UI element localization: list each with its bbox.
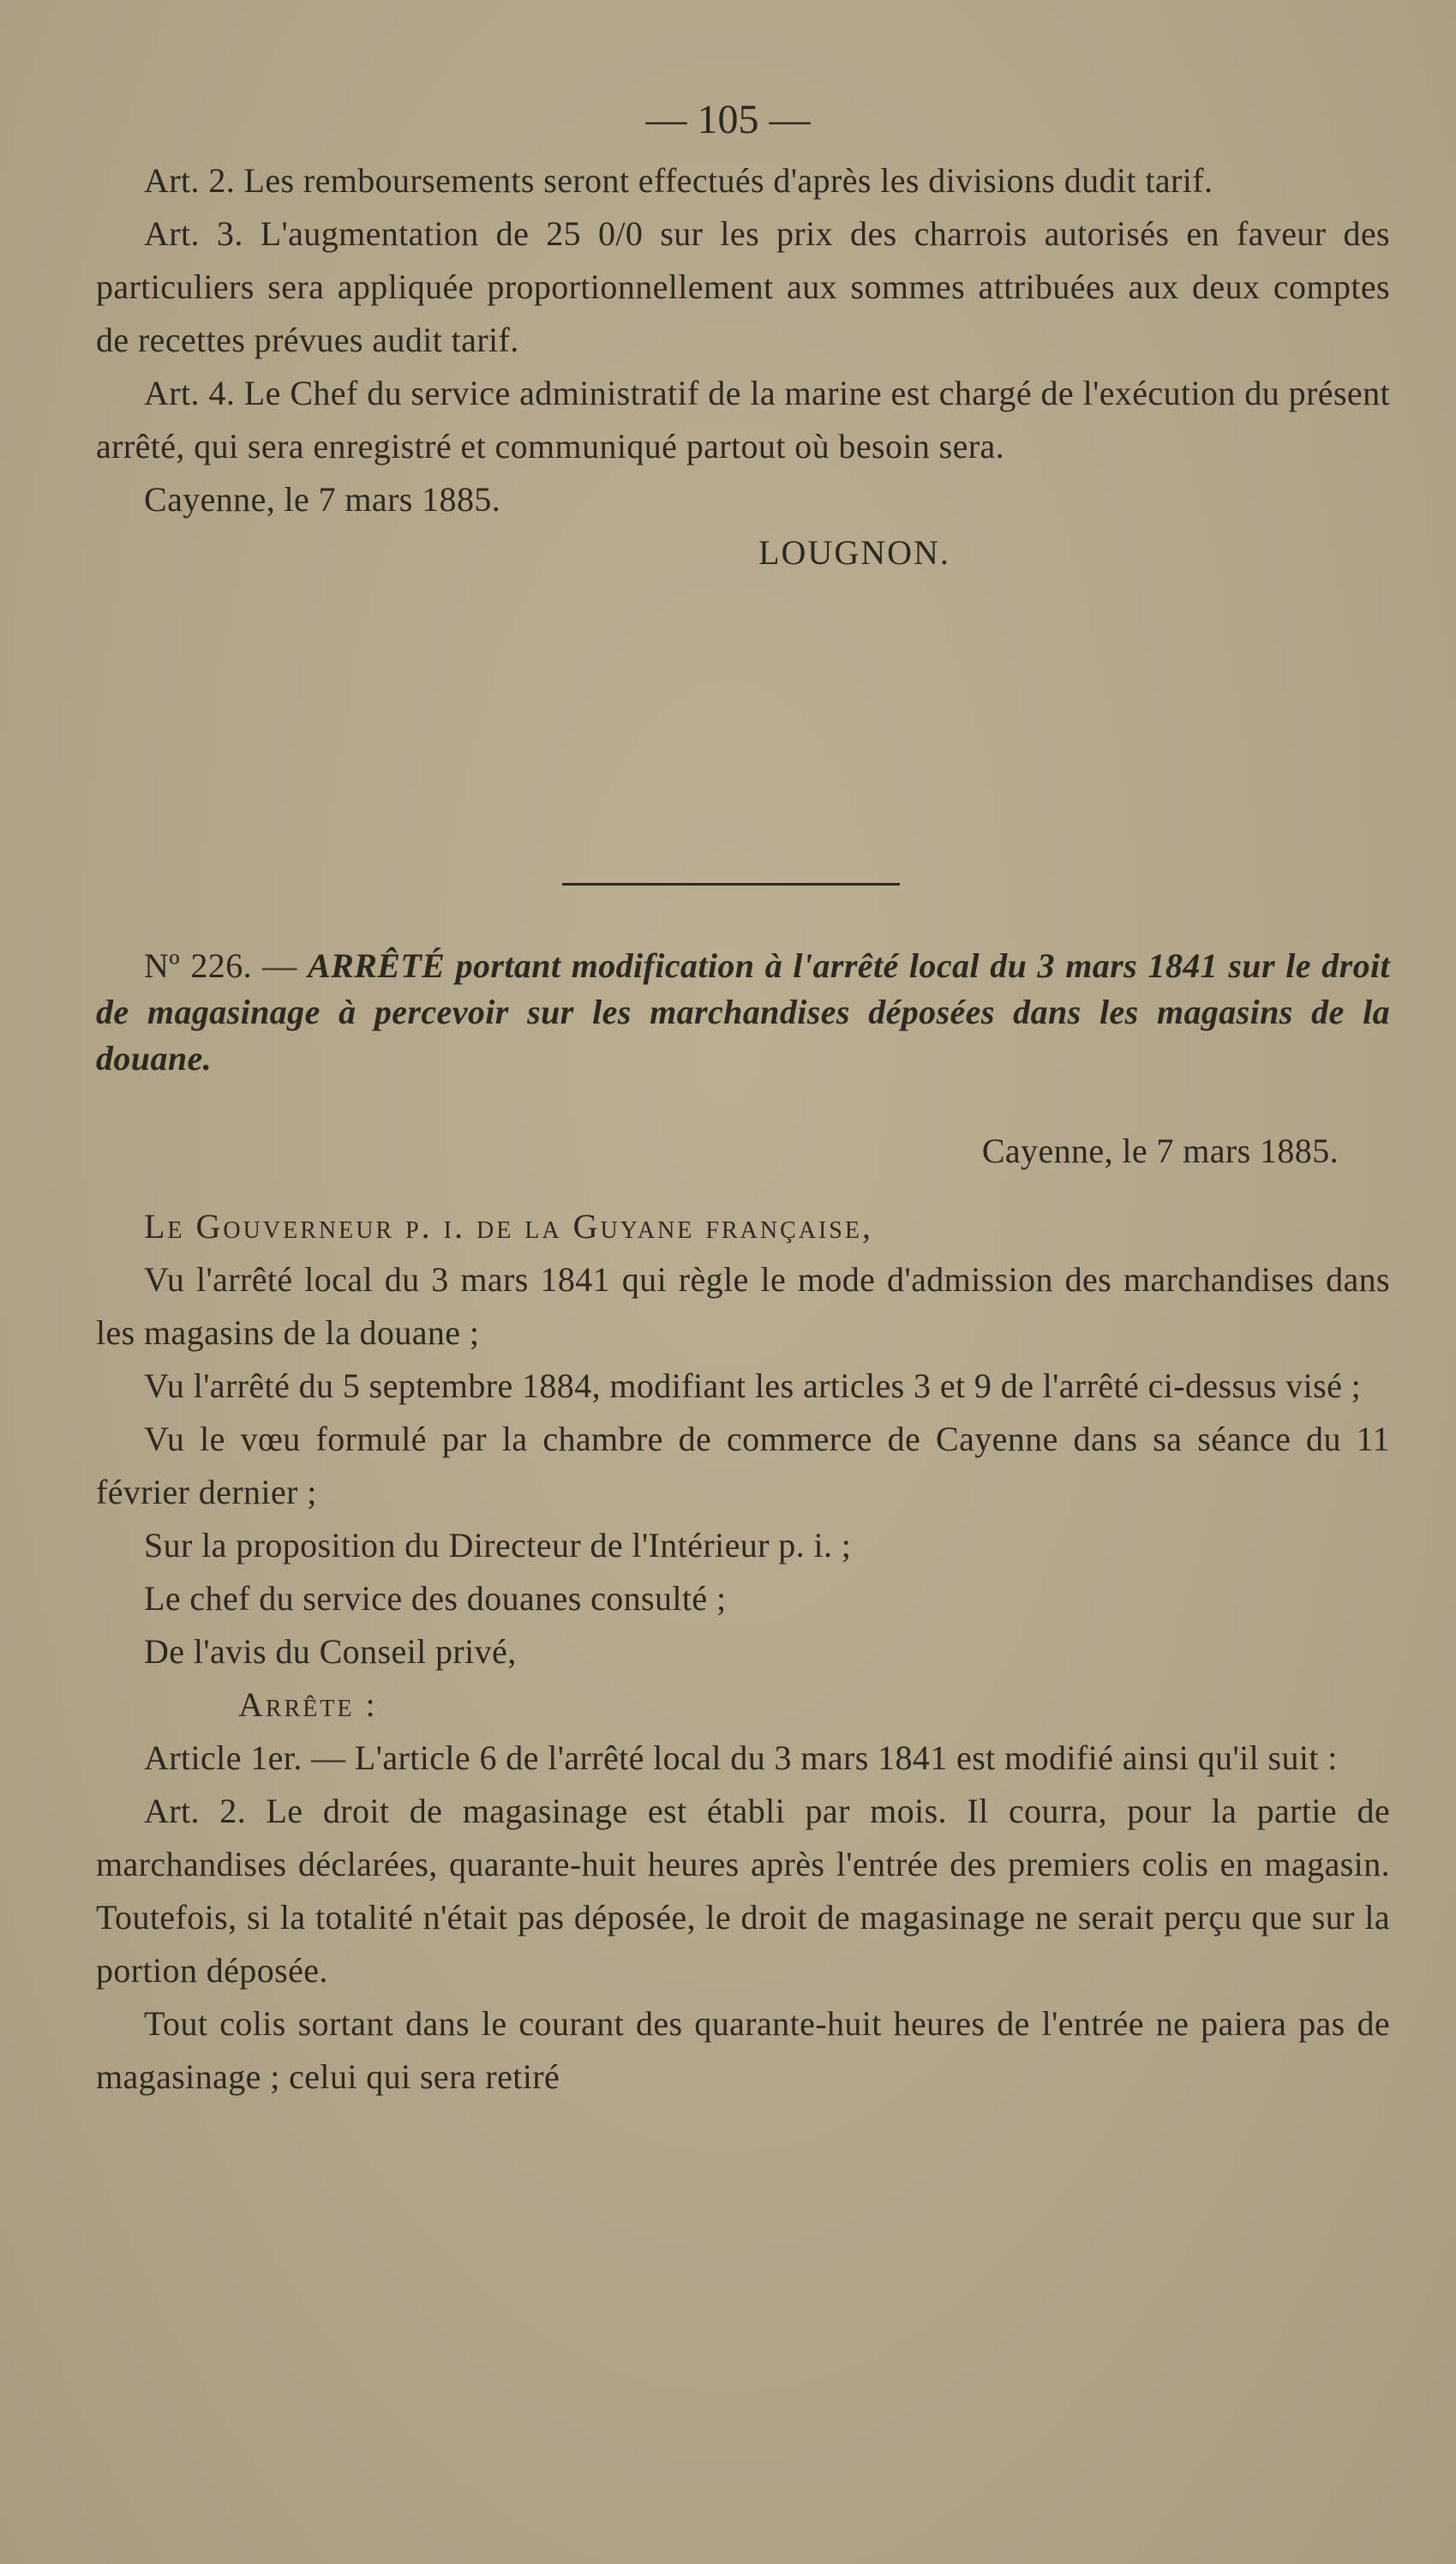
article-block-top [96,154,1390,579]
signature: LOUGNON. [758,533,950,572]
avis-conseil: De l'avis du Conseil privé, [144,1632,517,1671]
place-date: Cayenne, le 7 mars 1885. [144,480,501,519]
decree-number: Nº 226. — [144,946,297,985]
article-4-paragraph: Art. 4. Le Chef du service administratif de la marine est chargé de l'exécution du présent arrêté, qui sera enregistré et communiqué partout où besoin sera. [96,374,1390,465]
chef-consulte: Le chef du service des douanes consulté ; [144,1579,727,1618]
arrete-label [96,1678,1390,1732]
decree-heading [96,943,1390,1082]
article-2-paragraph: Art. 2. Les remboursements seront effectués d'après les divisions dudit tarif. [144,161,1213,200]
governor-line [96,1200,1390,1253]
vu-1: Vu l'arrêté local du 3 mars 1841 qui règle le mode d'admission des marchandises dans les magasins de la douane ; [96,1260,1390,1352]
section-divider [562,883,900,886]
decree-block [96,943,1390,2104]
article-1-paragraph: Article 1er. — L'article 6 de l'arrêté local du 3 mars 1841 est modifié ainsi qu'il suit : [144,1738,1338,1777]
governor-title: Le Gouverneur p. i. de la Guyane française, [144,1207,873,1246]
decree-title: ARRÊTÉ portant modification à l'arrêté local du 3 mars 1841 sur le droit de magasinage à percevoir sur les marchandises déposées dans les magasins de la douane. [96,946,1390,1078]
arrete-word: Arrête : [238,1685,378,1724]
tout-colis-paragraph: Tout colis sortant dans le courant des quarante-huit heures de l'entrée ne paiera pas de magasinage ; celui qui sera retiré [96,2004,1390,2096]
vu-3: Vu le vœu formulé par la chambre de commerce de Cayenne dans sa séance du 11 février dernier ; [96,1420,1390,1511]
decree-article-2: Art. 2. Le droit de magasinage est établi par mois. Il courra, pour la partie de marchandises déclarées, quarante-huit heures après l'entrée des premiers colis en magasin. Toutefois, si la totalité n'était pas déposée, le droit de magasinage ne serait perçu que sur la portion déposée. [96,1792,1390,1990]
sur-proposition: Sur la proposition du Directeur de l'Intérieur p. i. ; [144,1526,852,1564]
vu-2: Vu l'arrêté du 5 septembre 1884, modifiant les articles 3 et 9 de l'arrêté ci-dessus visé ; [144,1366,1362,1405]
article-3-paragraph: Art. 3. L'augmentation de 25 0/0 sur les prix des charrois autorisés en faveur des particuliers sera appliquée proportionnellement aux sommes attribuées aux deux comptes de recettes prévues audit tarif. [96,214,1390,359]
decree-place-date: Cayenne, le 7 mars 1885. [981,1132,1339,1170]
page-number: — 105 — [645,97,811,142]
